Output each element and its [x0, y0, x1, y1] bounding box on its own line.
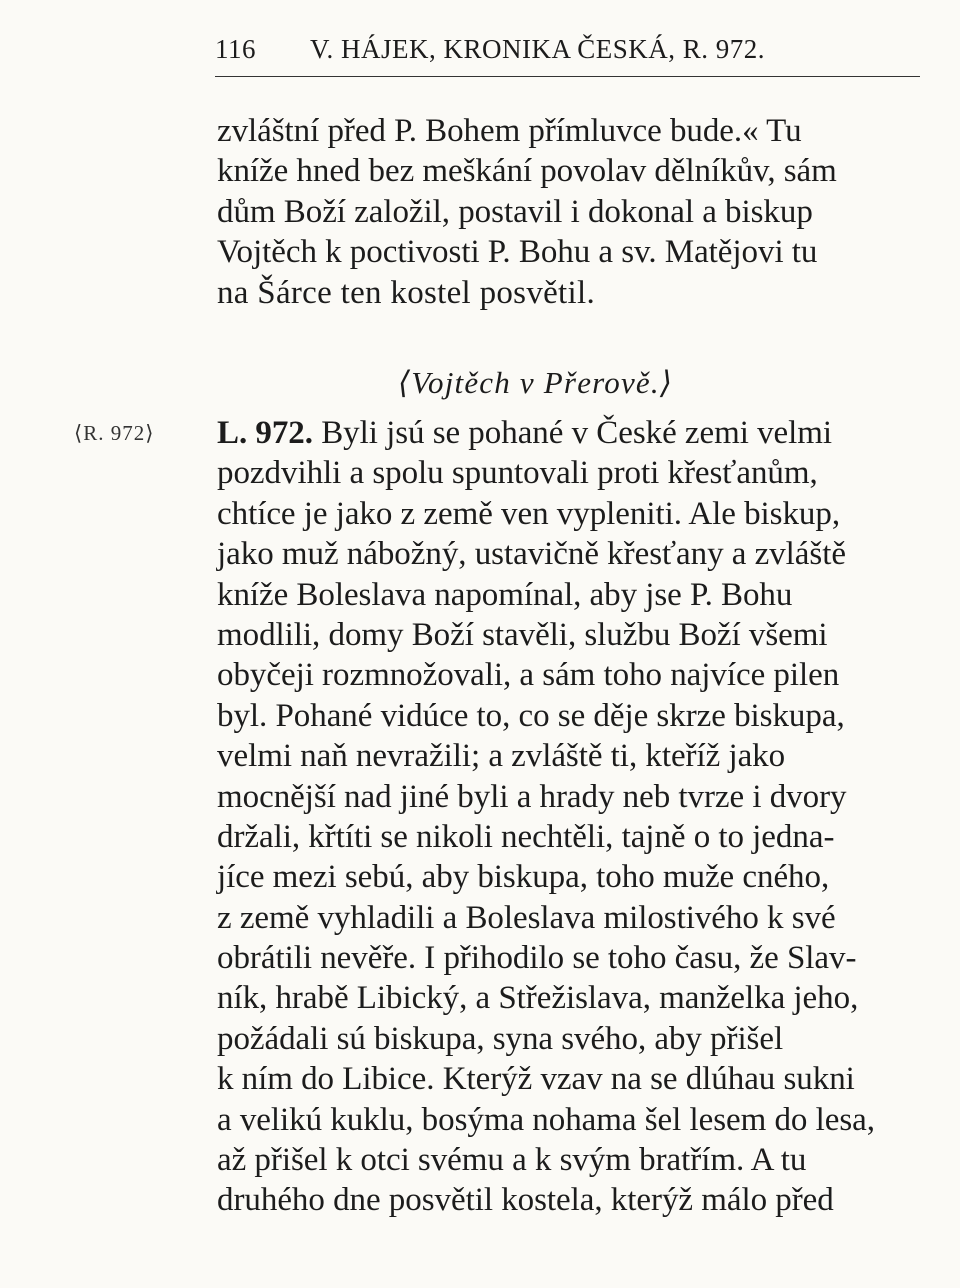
text-line: jíce mezi sebú, aby biskupa, toho muže cného,: [217, 859, 830, 896]
header-rule: [215, 76, 920, 77]
margin-year-note: ⟨R. 972⟩: [74, 421, 155, 445]
running-header: [215, 34, 920, 65]
text-line: kníže Boleslava napomínal, aby jse P. Bohu: [217, 576, 793, 613]
section-heading: ⟨Vojtěch v Přerově.⟩: [398, 365, 674, 400]
text-line: a velikú kuklu, bosýma nohama šel lesem do lesa,: [217, 1101, 875, 1138]
text-line: byl. Pohané vidúce to, co se děje skrze biskupa,: [217, 697, 845, 734]
page-number: 116: [215, 34, 256, 64]
text-line: [217, 413, 923, 453]
text-line: pozdvihli a spolu spuntovali proti křesťanům,: [217, 455, 818, 492]
text-line: požádali sú biskupa, syna svého, aby přišel: [217, 1020, 784, 1057]
text-line: jako muž nábožný, ustavičně křesťany a zvláště: [217, 536, 846, 573]
text-line: k ním do Libice. Kterýž vzav na se dlúhau sukni: [217, 1061, 855, 1098]
first-line-rest: Byli jsú se pohané v České zemi velmi: [312, 415, 833, 451]
text-line: mocnější nad jiné byli a hrady neb tvrze i dvory: [217, 778, 847, 815]
text-line: kníže hned bez meškání povolav dělníkův, sám: [217, 153, 837, 190]
text-line: chtíce je jako z země ven vypleniti. Ale biskup,: [217, 495, 841, 532]
text-line: Vojtěch k poctivosti P. Bohu a sv. Matějovi tu: [217, 234, 818, 271]
text-line: obyčeji rozmnožovali, a sám toho najvíce pilen: [217, 657, 840, 694]
text-line: velmi naň nevražili; a zvláště ti, kteříž jako: [217, 738, 786, 775]
text-line: až přišel k otci svému a k svým bratřím. A tu: [217, 1142, 807, 1179]
text-line: na Šárce ten kostel posvětil.: [217, 274, 596, 311]
text-line: modlili, domy Boží stavěli, službu Boží všemi: [217, 616, 828, 653]
text-line: dům Boží založil, postavil i dokonal a biskup: [217, 193, 813, 230]
text-line: ník, hrabě Libický, a Střežislava, manželka jeho,: [217, 980, 859, 1017]
text-line: druhého dne posvětil kostela, kterýž málo před: [217, 1182, 834, 1219]
text-line: z země vyhladili a Boleslava milostivého k své: [217, 899, 836, 936]
text-line: držali, křtíti se nikoli nechtěli, tajně o to jedna-: [217, 818, 835, 855]
year-lead: L. 972.: [217, 415, 313, 451]
running-title: V. HÁJEK, KRONIKA ČESKÁ, R. 972.: [310, 34, 766, 64]
paragraph-2: [217, 413, 923, 1221]
text-line: obrátili nevěře. I přihodilo se toho času, že Slav-: [217, 940, 857, 977]
paragraph-1: [217, 111, 923, 313]
text-line: zvláštní před P. Bohem přímluvce bude.« Tu: [217, 113, 802, 149]
